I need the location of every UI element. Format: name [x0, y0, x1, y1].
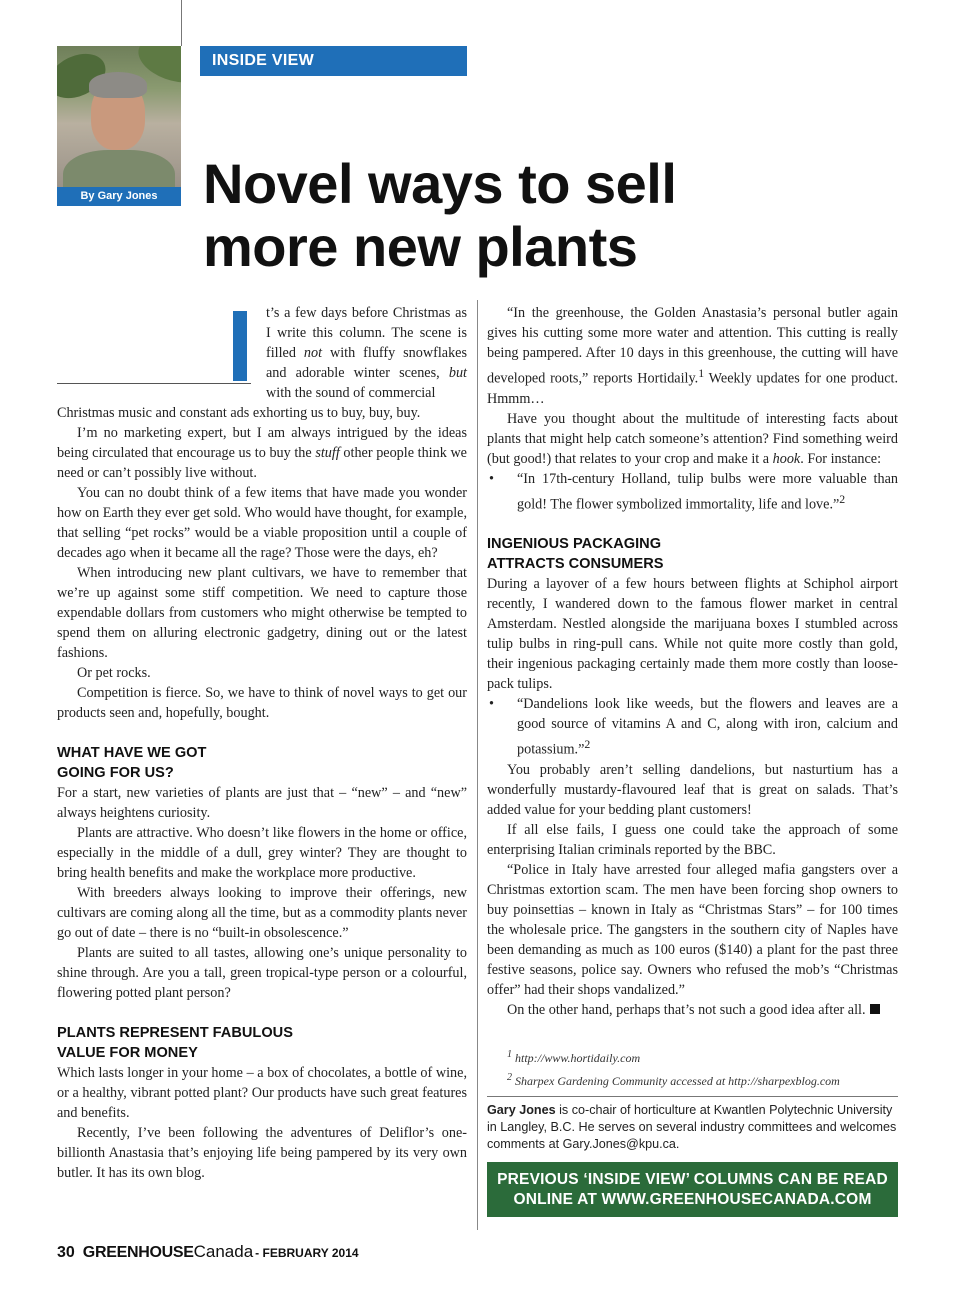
top-divider	[181, 0, 182, 46]
drop-cap-i	[233, 311, 247, 381]
footnote-link[interactable]: http://www.hortidaily.com	[515, 1051, 641, 1065]
paragraph: On the other hand, perhaps that’s not such a good idea after all.	[487, 1000, 898, 1020]
paragraph: Or pet rocks.	[77, 665, 151, 681]
paragraph: Which lasts longer in your home – a box of chocolates, a bottle of wine, or a healthy, vibrant potted plant? Our products have such great features and benefits.	[57, 1065, 467, 1121]
footnote: $^2$ Sharpex Gardening Community accessed at http://sharpexblog.com	[507, 1072, 840, 1088]
paragraph: I’m no marketing expert, but I am always intrigued by the ideas being circulated that encourage us to buy the stuff other people think we need or can’t possibly live without.	[57, 425, 467, 481]
intro-text: t’s a few days before Christmas as I write this column. The scene is filled not with fluffy snowflakes and adorable winter scenes, but with the sound of commercial	[266, 305, 467, 401]
subheading: WHAT HAVE WE GOT GOING FOR US?	[57, 745, 207, 781]
magazine-name-suffix: Canada	[193, 1242, 254, 1261]
paragraph: With breeders always looking to improve their offerings, new cultivars are coming along all the time, but as a commodity plants never go out of date – there is no “built-in obsolescence.”	[57, 885, 467, 941]
bio-divider	[487, 1096, 898, 1097]
issue-date: - FEBRUARY 2014	[255, 1246, 359, 1260]
paragraph: If all else fails, I guess one could take the approach of some enterprising Italian criminals reported by the BBC.	[487, 822, 898, 859]
page-footer	[57, 1242, 359, 1262]
column-divider	[477, 300, 478, 1230]
paragraph: For a start, new varieties of plants are just that – “new” – and “new” always heightens curiosity.	[57, 785, 467, 821]
paragraph: You can no doubt think of a few items that have made you wonder how on Earth they ever get sold. Who would have thought, for example, that selling “pet rocks” would be a viable proposition until a couple of decades ago when it became all the rage? Those were the days, eh?	[57, 485, 467, 561]
paragraph: Recently, I’ve been following the adventures of Deliflor’s one-billionth Anastasia that’s enjoying life being pampered by its very own butler. It has its own blog.	[57, 1125, 467, 1181]
paragraph: Have you thought about the multitude of interesting facts about plants that might help catch someone’s attention? Find something weird (but good!) that relates to your crop and make it a hook. For instance:	[487, 410, 898, 467]
column-left	[57, 303, 467, 1183]
drop-cap-block	[57, 303, 467, 403]
paragraph: During a layover of a few hours between flights at Schiphol airport recently, I wandered down to the famous flower market in central Amsterdam. Nestled alongside the marijuana boxes I stumbled across tulip bulbs in ring-pull cans. While not quite more costly than gold, their ingenious packaging certainly made them more costly than loose-pack tulips.	[487, 576, 898, 693]
author-bio: Gary Jones is co-chair of horticulture at Kwantlen Polytechnic University in Langley, B.C. He serves on several industry committees and welcomes comments at Gary.Jones@kpu.ca.	[487, 1103, 897, 1151]
page-number: 30	[57, 1244, 75, 1261]
drop-cap-rule	[57, 383, 251, 384]
headline: Novel ways to sell more new plants	[203, 152, 677, 278]
footnote: $^1$ http://www.hortidaily.com	[507, 1049, 641, 1065]
bullet-item: • “In 17th-century Holland, tulip bulbs were more valuable than gold! The flower symbolized immortality, life and love.”$^2$	[489, 470, 898, 513]
paragraph: “Police in Italy have arrested four alleged mafia gangsters over a Christmas extortion scam. The men have been forcing shop owners to buy poinsettias – known in Italy as “Christmas Stars” – for 100 times the wholesale price. The gangsters in the southern city of Naples have been demanding as much as 100 euros ($140) a plant for the past three festive seasons, police say. Owners who refused the mob’s “Christmas offer” had their shops vandalized.”	[487, 862, 898, 999]
bullet-item: • “Dandelions look like weeds, but the flowers and leaves are a good source of vitamins A and C, along with iron, calcium and potassium.”$^2$	[489, 696, 898, 759]
subheading: PLANTS REPRESENT FABULOUS VALUE FOR MONEY	[57, 1025, 293, 1061]
promo-banner[interactable]: PREVIOUS ‘INSIDE VIEW’ COLUMNS CAN BE READ ONLINE AT WWW.GREENHOUSECANADA.COM	[487, 1162, 898, 1217]
footnotes	[507, 1045, 897, 1091]
paragraph: Christmas music and constant ads exhorting us to buy, buy, buy.	[57, 405, 421, 421]
byline: By Gary Jones	[57, 187, 181, 206]
column-right	[487, 303, 898, 1020]
paragraph: “In the greenhouse, the Golden Anastasia’s personal butler again gives his cutting some more water and attention. This cutting is really being pampered. After 10 days in this greenhouse, the cutting will have developed roots,” reports Hortidaily.$^1$ Weekly updates for one product. Hmmm…	[487, 305, 898, 407]
subheading: INGENIOUS PACKAGING ATTRACTS CONSUMERS	[487, 536, 664, 573]
end-mark	[870, 1004, 880, 1014]
paragraph: When introducing new plant cultivars, we have to remember that we’re up against some stiff competition. We need to capture those expendable dollars from customers who might otherwise be tempted to spend them on alluring electronic gadgetry, dining out or the latest fashions.	[57, 565, 467, 661]
section-tag: INSIDE VIEW	[200, 46, 467, 76]
paragraph: Plants are attractive. Who doesn’t like flowers in the home or office, especially in the middle of a dull, grey winter? They are thought to bring health benefits and make the workplace more productive.	[57, 825, 467, 881]
author-photo	[57, 46, 181, 187]
paragraph: Competition is fierce. So, we have to think of novel ways to get our products seen and, hopefully, bought.	[57, 685, 467, 721]
paragraph: Plants are suited to all tastes, allowing one’s unique personality to shine through. Are you a tall, green tropical-type person or a colourful, flowering potted plant person?	[57, 945, 467, 1001]
paragraph: You probably aren’t selling dandelions, but nasturtium has a wonderfully mustardy-flavoured leaf that is great on salads. That’s added value for your bedding plant customers!	[487, 762, 898, 819]
magazine-name: GREENHOUSE	[82, 1244, 194, 1261]
